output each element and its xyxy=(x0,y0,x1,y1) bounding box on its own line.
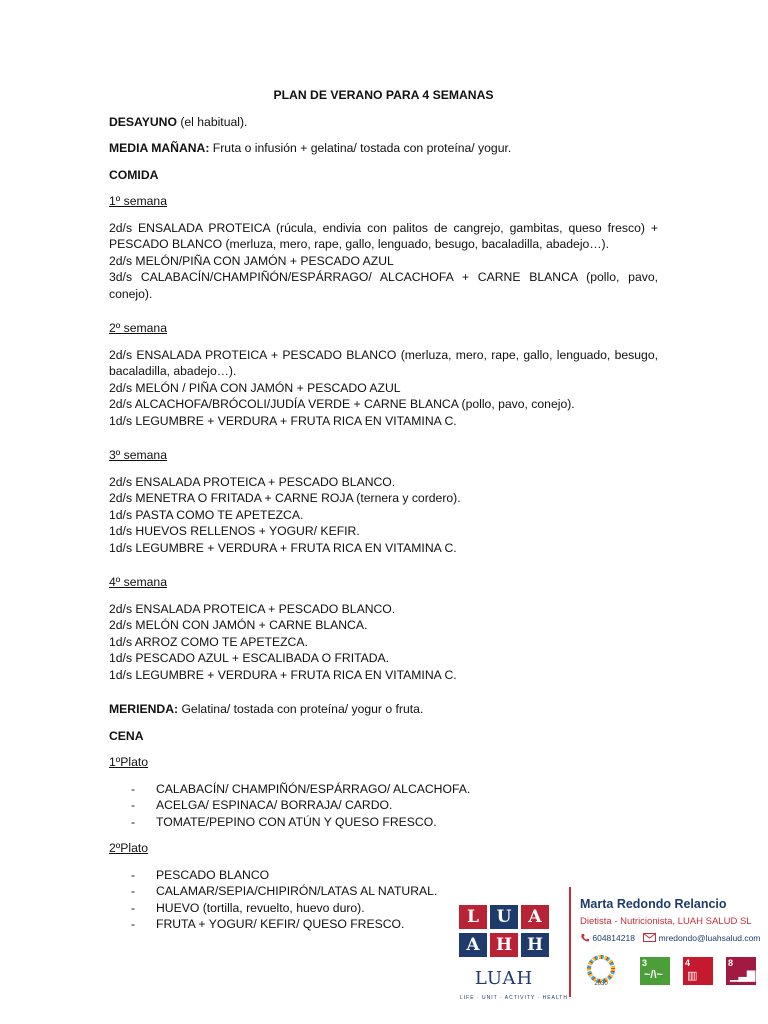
week-3-block xyxy=(109,474,658,557)
document-body xyxy=(109,87,658,943)
sdg-number: 4 xyxy=(685,958,691,968)
list-item-text: ACELGA/ ESPINACA/ BORRAJA/ CARDO. xyxy=(156,798,393,812)
email-icon xyxy=(643,933,656,942)
media-manana-text: Fruta o infusión + gelatina/ tostada con proteína/ yogur. xyxy=(209,141,512,155)
heartbeat-icon: ~/\~ xyxy=(644,969,663,981)
sdg-goal-8 xyxy=(726,957,756,985)
phone-icon xyxy=(580,933,590,943)
sdg-goal-4 xyxy=(683,957,713,985)
list-item: - TOMATE/PEPINO CON ATÚN Y QUESO FRESCO. xyxy=(131,814,437,829)
week-line: 2d/s ENSALADA PROTEICA + PESCADO BLANCO (merluza, mero, rape, gallo, lenguado, besugo, bacaladilla, abadejo…). xyxy=(109,347,658,378)
list-item-text: CALAMAR/SEPIA/CHIPIRÓN/LATAS AL NATURAL. xyxy=(156,884,438,898)
merienda-paragraph xyxy=(109,701,658,718)
media-manana-label: MEDIA MAÑANA: xyxy=(109,141,210,155)
logo-tile-a: A xyxy=(521,905,549,929)
week-2-title: 2º semana xyxy=(109,321,167,335)
merienda-text: Gelatina/ tostada con proteína/ yogur o fruta. xyxy=(178,702,424,716)
week-line: 1d/s LEGUMBRE + VERDURA + FRUTA RICA EN VITAMINA C. xyxy=(109,667,457,682)
sdg-number: 3 xyxy=(642,958,648,968)
sdg-badges xyxy=(580,955,765,987)
list-item-text: FRUTA + YOGUR/ KEFIR/ QUESO FRESCO. xyxy=(156,917,405,931)
signature-contact xyxy=(580,932,760,943)
logo-tagline: LIFE · UNIT · ACTIVITY · HEALTH xyxy=(460,995,568,1001)
week-line: 3d/s CALABACÍN/CHAMPIÑÓN/ESPÁRRAGO/ ALCACHOFA + CARNE BLANCA (pollo, pavo, conejo). xyxy=(109,270,658,301)
week-line: 2d/s MENETRA O FRITADA + CARNE ROJA (ternera y cordero). xyxy=(109,491,461,505)
page-title: PLAN DE VERANO PARA 4 SEMANAS xyxy=(273,88,494,102)
list-item-text: TOMATE/PEPINO CON ATÚN Y QUESO FRESCO. xyxy=(156,814,437,829)
phone-number: 604814218 xyxy=(592,932,635,943)
sdg-wheel-icon xyxy=(580,955,622,987)
cena-heading: CENA xyxy=(109,728,144,743)
signature-role: Dietista - Nutricionista, LUAH SALUD SL xyxy=(580,916,752,927)
week-line: 1d/s HUEVOS RELLENOS + YOGUR/ KEFIR. xyxy=(109,524,360,538)
logo-tile-h: H xyxy=(490,933,518,957)
plato-1-list xyxy=(109,781,658,831)
week-line: 1d/s PESCADO AZUL + ESCALIBADA O FRITADA. xyxy=(109,651,390,665)
week-line: 2d/s ENSALADA PROTEICA + PESCADO BLANCO. xyxy=(109,601,396,616)
logo-tile-a2: A xyxy=(459,933,487,957)
desayuno-paragraph xyxy=(109,114,658,131)
logo-tile-u: U xyxy=(490,905,518,929)
week-line: 2d/s MELÓN CON JAMÓN + CARNE BLANCA. xyxy=(109,618,368,632)
logo-tile-h2: H xyxy=(521,933,549,957)
comida-heading: COMIDA xyxy=(109,167,159,182)
desayuno-label: DESAYUNO xyxy=(109,114,177,129)
signature-name: Marta Redondo Relancio xyxy=(580,897,727,911)
week-line: 1d/s LEGUMBRE + VERDURA + FRUTA RICA EN VITAMINA C. xyxy=(109,413,457,428)
week-3-title: 3º semana xyxy=(109,448,167,462)
week-line: 2d/s MELÓN/PIÑA CON JAMÓN + PESCADO AZUL xyxy=(109,253,394,268)
desayuno-text: (el habitual). xyxy=(176,114,248,129)
sdg-wheel-label: 2030 xyxy=(594,981,608,987)
plato-1-title: 1ºPlato xyxy=(109,755,149,769)
week-2-block xyxy=(109,347,658,430)
merienda-label: MERIENDA: xyxy=(109,702,179,716)
luah-logo xyxy=(457,895,568,1001)
sdg-number: 8 xyxy=(728,958,734,968)
list-item-text: PESCADO BLANCO xyxy=(156,867,270,882)
list-item-text: CALABACÍN/ CHAMPIÑÓN/ESPÁRRAGO/ ALCACHOFA. xyxy=(156,781,471,796)
plato-2-title: 2ºPlato xyxy=(109,841,149,855)
week-line: 1d/s ARROZ COMO TE APETEZCA. xyxy=(109,634,308,649)
list-item: - CALABACÍN/ CHAMPIÑÓN/ESPÁRRAGO/ ALCACHOFA. xyxy=(131,781,471,796)
week-line: 1d/s PASTA COMO TE APETEZCA. xyxy=(109,507,304,522)
list-item: - PESCADO BLANCO xyxy=(131,867,270,882)
sdg-goal-3 xyxy=(640,957,670,985)
week-1-title: 1º semana xyxy=(109,194,167,208)
week-line: 1d/s LEGUMBRE + VERDURA + FRUTA RICA EN VITAMINA C. xyxy=(109,540,457,555)
book-icon: ▥ xyxy=(687,970,698,982)
week-1-block xyxy=(109,220,658,303)
list-item: - ACELGA/ ESPINACA/ BORRAJA/ CARDO. xyxy=(131,798,393,812)
logo-wordmark: LUAH xyxy=(474,968,534,989)
list-item-text: HUEVO (tortilla, revuelto, huevo duro). xyxy=(156,900,365,915)
week-4-block xyxy=(109,601,658,684)
growth-chart-icon: ▁▃▇ xyxy=(730,970,756,982)
week-4-title: 4º semana xyxy=(109,575,167,589)
list-item: - CALAMAR/SEPIA/CHIPIRÓN/LATAS AL NATURAL. xyxy=(131,884,438,898)
list-item: - HUEVO (tortilla, revuelto, huevo duro). xyxy=(131,900,365,915)
media-manana-paragraph xyxy=(109,140,658,157)
list-item: - FRUTA + YOGUR/ KEFIR/ QUESO FRESCO. xyxy=(131,917,405,931)
week-line: 2d/s ENSALADA PROTEICA + PESCADO BLANCO. xyxy=(109,474,396,489)
logo-tile-l: L xyxy=(459,905,487,929)
week-line: 2d/s MELÓN / PIÑA CON JAMÓN + PESCADO AZUL xyxy=(109,380,401,395)
week-line: 2d/s ENSALADA PROTEICA (rúcula, endivia con palitos de cangrejo, gambitas, queso fresco) + PESCADO BLANCO (merluza, mero, rape, gallo, lenguado, besugo, bacaladilla, abadejo…). xyxy=(109,220,658,251)
week-line: 2d/s ALCACHOFA/BRÓCOLI/JUDÍA VERDE + CARNE BLANCA (pollo, pavo, conejo). xyxy=(109,397,575,411)
footer-signature xyxy=(430,885,768,1000)
email-address: mredondo@luahsalud.com xyxy=(658,932,761,943)
footer-divider xyxy=(569,887,571,997)
